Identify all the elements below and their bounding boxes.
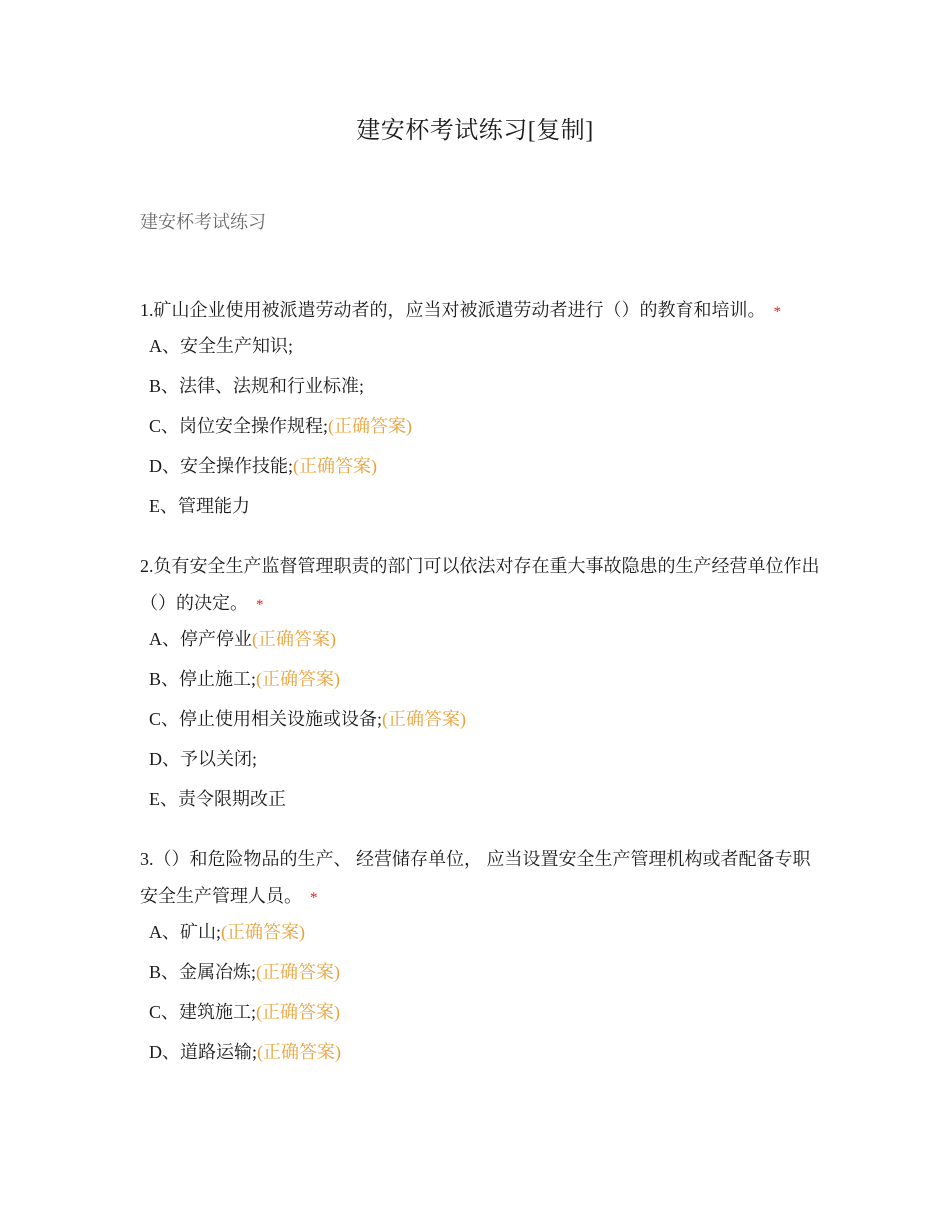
option-item bbox=[140, 708, 820, 748]
correct-answer-tag: (正确答案) bbox=[382, 709, 467, 729]
option-item bbox=[140, 455, 820, 495]
correct-answer-tag: (正确答案) bbox=[252, 629, 336, 649]
option-label: B、停止施工; bbox=[149, 669, 257, 689]
question-text bbox=[140, 292, 820, 331]
question-3 bbox=[140, 841, 820, 1094]
correct-answer-tag: (正确答案) bbox=[256, 1002, 341, 1022]
page-title: 建安杯考试练习[复制] bbox=[356, 118, 594, 144]
option-label: A、矿山; bbox=[149, 922, 221, 942]
option-label: C、建筑施工; bbox=[149, 1002, 257, 1022]
option-item bbox=[140, 788, 820, 828]
option-item bbox=[140, 375, 820, 415]
option-label: A、停产停业 bbox=[149, 629, 252, 649]
option-item bbox=[140, 495, 820, 535]
option-label: E、责令限期改正 bbox=[149, 789, 286, 809]
required-marker: * bbox=[773, 304, 781, 320]
required-marker: * bbox=[256, 597, 264, 613]
required-marker: * bbox=[310, 890, 318, 906]
option-item bbox=[140, 628, 820, 668]
option-item bbox=[140, 748, 820, 788]
option-item bbox=[140, 921, 820, 961]
question-2 bbox=[140, 548, 820, 841]
option-label: C、停止使用相关设施或设备; bbox=[149, 709, 383, 729]
question-text-label: 1.矿山企业使用被派遣劳动者的，应当对被派遣劳动者进行（）的教育和培训。 bbox=[140, 300, 766, 320]
option-label: D、安全操作技能; bbox=[149, 456, 293, 476]
option-label: E、管理能力 bbox=[149, 496, 250, 516]
option-label: B、金属冶炼; bbox=[149, 962, 257, 982]
option-label: A、安全生产知识; bbox=[149, 336, 293, 356]
option-label: D、道路运输; bbox=[149, 1042, 257, 1062]
correct-answer-tag: (正确答案) bbox=[256, 669, 341, 689]
correct-answer-tag: (正确答案) bbox=[293, 456, 377, 476]
question-1 bbox=[140, 292, 820, 548]
option-item bbox=[140, 1041, 820, 1081]
option-label: B、法律、法规和行业标准; bbox=[149, 376, 365, 396]
question-text-label: 2.负有安全生产监督管理职责的部门可以依法对存在重大事故隐患的生产经营单位作出（）的决定。 bbox=[140, 556, 820, 613]
correct-answer-tag: (正确答案) bbox=[328, 416, 413, 436]
option-label: D、予以关闭; bbox=[149, 749, 257, 769]
option-item bbox=[140, 961, 820, 1001]
option-label: C、岗位安全操作规程; bbox=[149, 416, 329, 436]
correct-answer-tag: (正确答案) bbox=[221, 922, 305, 942]
correct-answer-tag: (正确答案) bbox=[257, 1042, 341, 1062]
option-item bbox=[140, 1001, 820, 1041]
page-subtitle: 建安杯考试练习 bbox=[140, 212, 266, 232]
option-item bbox=[140, 668, 820, 708]
question-text bbox=[140, 548, 820, 624]
correct-answer-tag: (正确答案) bbox=[256, 962, 341, 982]
option-item bbox=[140, 335, 820, 375]
question-text bbox=[140, 841, 820, 917]
question-text-label: 3.（）和危险物品的生产、 经营储存单位， 应当设置安全生产管理机构或者配备专职安全生产管理人员。 bbox=[140, 849, 811, 906]
option-item bbox=[140, 415, 820, 455]
question-list bbox=[140, 292, 820, 1094]
